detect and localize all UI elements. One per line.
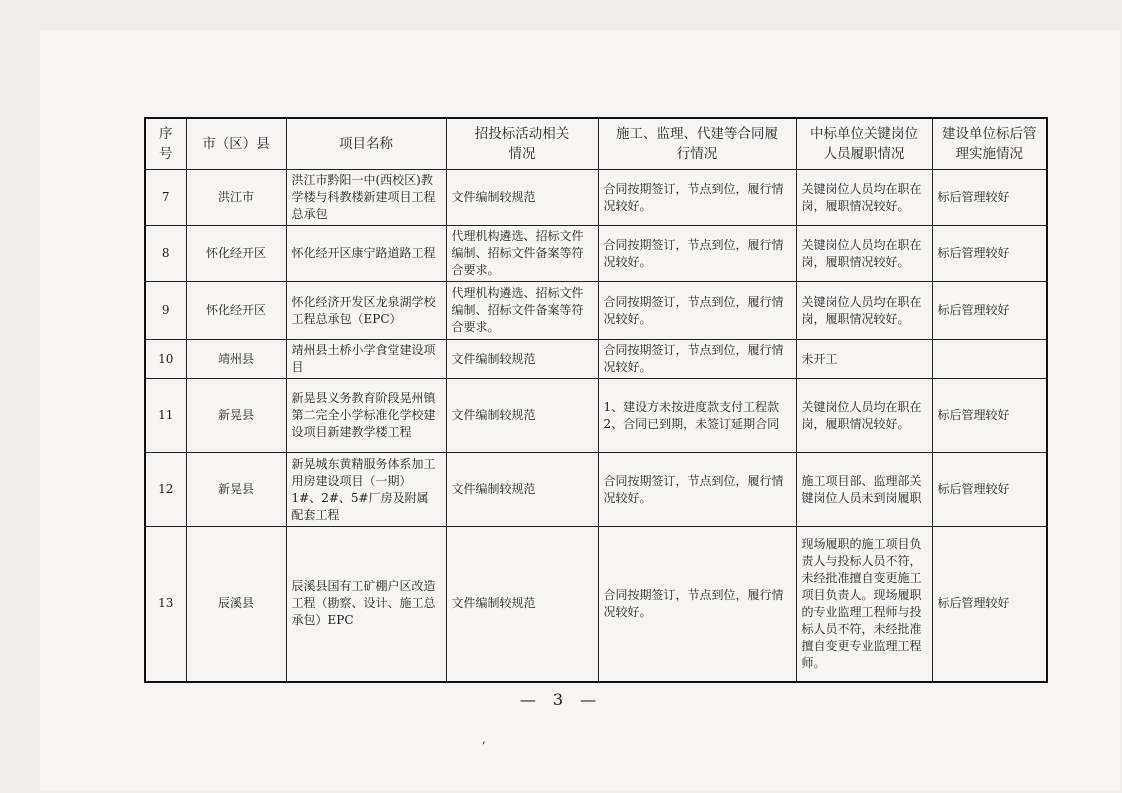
- cell-bidding: 文件编制较规范: [446, 170, 598, 226]
- cell-county: 怀化经开区: [186, 282, 286, 340]
- cell-project: 怀化经开区康宁路道路工程: [286, 226, 446, 282]
- cell-no: 10: [145, 340, 186, 379]
- cell-contract: 合同按期签订，节点到位，履行情况较好。: [598, 226, 796, 282]
- cell-contract: 合同按期签订，节点到位，履行情况较好。: [598, 453, 796, 527]
- table-row: [145, 453, 1047, 527]
- cell-bidding: 代理机构遴选、招标文件编制、招标文件备案等符合要求。: [446, 226, 598, 282]
- cell-contract: 合同按期签订，节点到位，履行情况较好。: [598, 527, 796, 682]
- cell-project: 洪江市黔阳一中(西校区)教学楼与科教楼新建项目工程总承包: [286, 170, 446, 226]
- cell-contract: 1、建设方未按进度款支付工程款 2、合同已到期，未签订延期合同: [598, 379, 796, 453]
- cell-personnel: 关键岗位人员均在职在岗，履职情况较好。: [796, 282, 932, 340]
- project-inspection-table: [144, 117, 1048, 683]
- cell-management: 标后管理较好: [932, 379, 1047, 453]
- header-bidding: 招投标活动相关情况: [446, 118, 598, 170]
- cell-management: 标后管理较好: [932, 527, 1047, 682]
- cell-personnel: 施工项目部、监理部关键岗位人员未到岗履职: [796, 453, 932, 527]
- cell-county: 靖州县: [186, 340, 286, 379]
- cell-management: 标后管理较好: [932, 453, 1047, 527]
- cell-county: 新晃县: [186, 453, 286, 527]
- cell-bidding: 文件编制较规范: [446, 340, 598, 379]
- cell-project: 怀化经济开发区龙泉湖学校工程总承包（EPC）: [286, 282, 446, 340]
- cell-project: 辰溪县国有工矿棚户区改造工程（勘察、设计、施工总承包）EPC: [286, 527, 446, 682]
- cell-project: 新晃县义务教育阶段晃州镇第二完全小学标准化学校建设项目新建教学楼工程: [286, 379, 446, 453]
- table-row: [145, 170, 1047, 226]
- cell-contract: 合同按期签订，节点到位，履行情况较好。: [598, 282, 796, 340]
- cell-personnel: 关键岗位人员均在职在岗，履职情况较好。: [796, 379, 932, 453]
- page-number: — 3 —: [519, 690, 603, 709]
- header-management: 建设单位标后管理实施情况: [932, 118, 1047, 170]
- cell-management: 标后管理较好: [932, 282, 1047, 340]
- table-row: [145, 226, 1047, 282]
- cell-personnel: 未开工: [796, 340, 932, 379]
- cell-bidding: 文件编制较规范: [446, 379, 598, 453]
- cell-bidding: 代理机构遴选、招标文件编制、招标文件备案等符合要求。: [446, 282, 598, 340]
- header-county: 市（区）县: [186, 118, 286, 170]
- cell-no: 13: [145, 527, 186, 682]
- cell-county: 新晃县: [186, 379, 286, 453]
- header-row: [145, 118, 1047, 170]
- cell-personnel: 关键岗位人员均在职在岗，履职情况较好。: [796, 226, 932, 282]
- stray-mark: ,: [482, 732, 486, 746]
- table-row: [145, 379, 1047, 453]
- cell-management: 标后管理较好: [932, 226, 1047, 282]
- cell-personnel: 关键岗位人员均在职在岗，履职情况较好。: [796, 170, 932, 226]
- cell-personnel: 现场履职的施工项目负责人与投标人员不符，未经批准擅自变更施工项目负责人。现场履职的专业监理工程师与投标人员不符，未经批准擅自变更专业监理工程师。: [796, 527, 932, 682]
- header-personnel: 中标单位关键岗位人员履职情况: [796, 118, 932, 170]
- table-row: [145, 340, 1047, 379]
- cell-no: 7: [145, 170, 186, 226]
- cell-management: 标后管理较好: [932, 170, 1047, 226]
- cell-county: 洪江市: [186, 170, 286, 226]
- cell-county: 怀化经开区: [186, 226, 286, 282]
- cell-no: 11: [145, 379, 186, 453]
- cell-project: 靖州县土桥小学食堂建设项目: [286, 340, 446, 379]
- header-contract: 施工、监理、代建等合同履行情况: [598, 118, 796, 170]
- cell-project: 新晃城东黄精服务体系加工用房建设项目（一期）1#、2#、5#厂房及附属配套工程: [286, 453, 446, 527]
- cell-bidding: 文件编制较规范: [446, 527, 598, 682]
- cell-no: 8: [145, 226, 186, 282]
- cell-contract: 合同按期签订，节点到位，履行情况较好。: [598, 340, 796, 379]
- cell-bidding: 文件编制较规范: [446, 453, 598, 527]
- cell-contract: 合同按期签订，节点到位，履行情况较好。: [598, 170, 796, 226]
- cell-no: 9: [145, 282, 186, 340]
- cell-management: [932, 340, 1047, 379]
- table-row: [145, 527, 1047, 682]
- header-project: 项目名称: [286, 118, 446, 170]
- table-row: [145, 282, 1047, 340]
- cell-county: 辰溪县: [186, 527, 286, 682]
- cell-no: 12: [145, 453, 186, 527]
- header-no: 序号: [145, 118, 186, 170]
